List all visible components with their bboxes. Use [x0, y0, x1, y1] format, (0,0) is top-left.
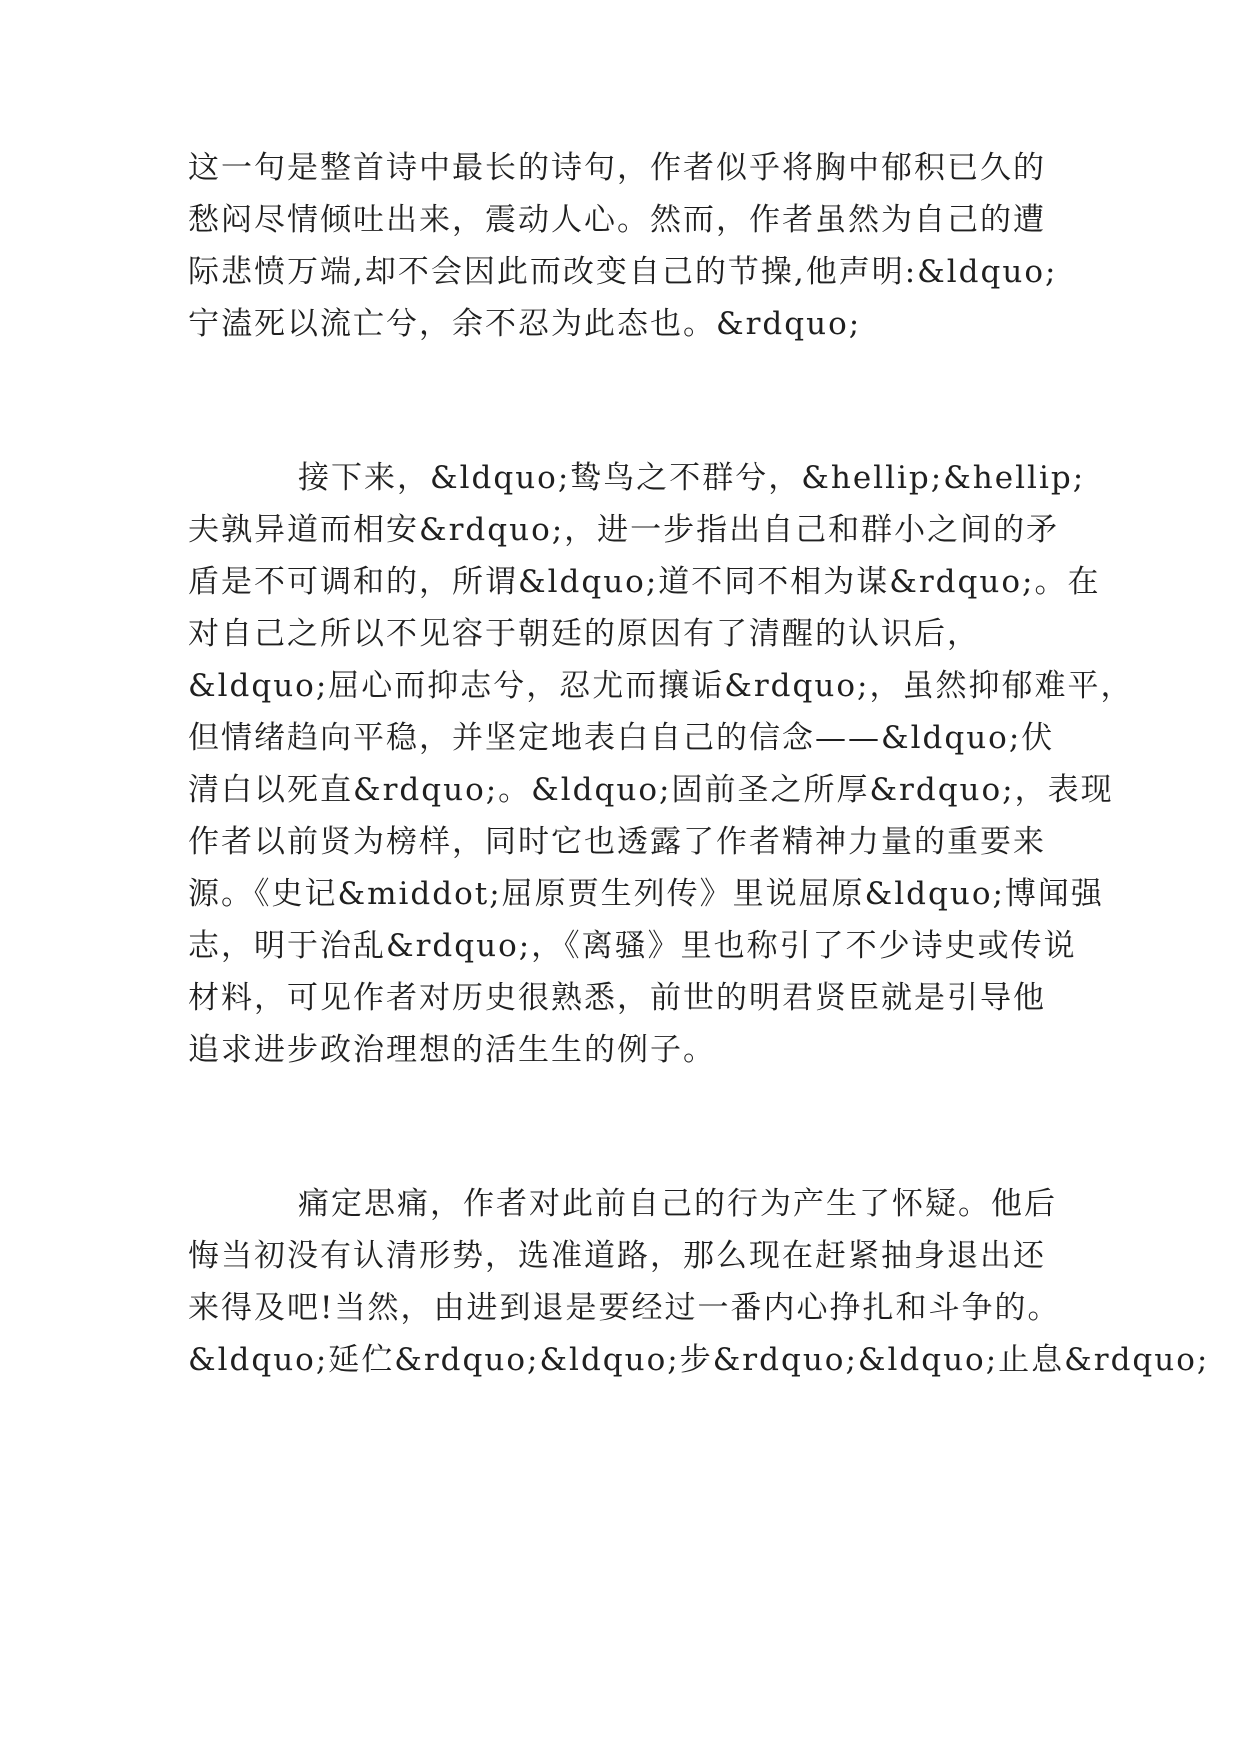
- text-line: 清白以死直&rdquo;。&ldquo;固前圣之所厚&rdquo;，表现: [188, 772, 1114, 808]
- text-line: 这一句是整首诗中最长的诗句，作者似乎将胸中郁积已久的: [188, 150, 1046, 186]
- text-line: 痛定思痛，作者对此前自己的行为产生了怀疑。他后: [298, 1186, 1057, 1222]
- text-line: 悔当初没有认清形势，选准道路，那么现在赶紧抽身退出还: [188, 1238, 1046, 1274]
- text-line: 追求进步政治理想的活生生的例子。: [188, 1032, 716, 1068]
- text-line: 作者以前贤为榜样，同时它也透露了作者精神力量的重要来: [188, 824, 1046, 860]
- text-line: 来得及吧!当然，由进到退是要经过一番内心挣扎和斗争的。: [188, 1290, 1061, 1326]
- text-line: 愁闷尽情倾吐出来，震动人心。然而，作者虽然为自己的遭: [188, 202, 1046, 238]
- text-line: &ldquo;屈心而抑志兮，忍尤而攘诟&rdquo;，虽然抑郁难平，: [188, 668, 1134, 704]
- text-line: 际悲愤万端,却不会因此而改变自己的节操,他声明:&ldquo;: [188, 254, 1058, 290]
- text-line: 接下来，&ldquo;鸷鸟之不群兮，&hellip;&hellip;: [298, 460, 1086, 496]
- text-line: 源。《史记&middot;屈原贾生列传》里说屈原&ldquo;博闻强: [188, 876, 1104, 912]
- text-line: 但情绪趋向平稳，并坚定地表白自己的信念——&ldquo;伏: [188, 720, 1055, 756]
- text-line: &ldquo;延伫&rdquo;&ldquo;步&rdquo;&ldquo;止息&rdquo;: [188, 1342, 1210, 1378]
- text-line: 志，明于治乱&rdquo;，《离骚》里也称引了不少诗史或传说: [188, 928, 1077, 964]
- text-line: 对自己之所以不见容于朝廷的原因有了清醒的认识后，: [188, 616, 980, 652]
- text-line: 宁溘死以流亡兮，余不忍为此态也。&rdquo;: [188, 306, 862, 342]
- text-line: 盾是不可调和的，所谓&ldquo;道不同不相为谋&rdquo;。在: [188, 564, 1101, 600]
- text-line: 夫孰异道而相安&rdquo;，进一步指出自己和群小之间的矛: [188, 512, 1060, 548]
- text-line: 材料，可见作者对历史很熟悉，前世的明君贤臣就是引导他: [188, 980, 1046, 1016]
